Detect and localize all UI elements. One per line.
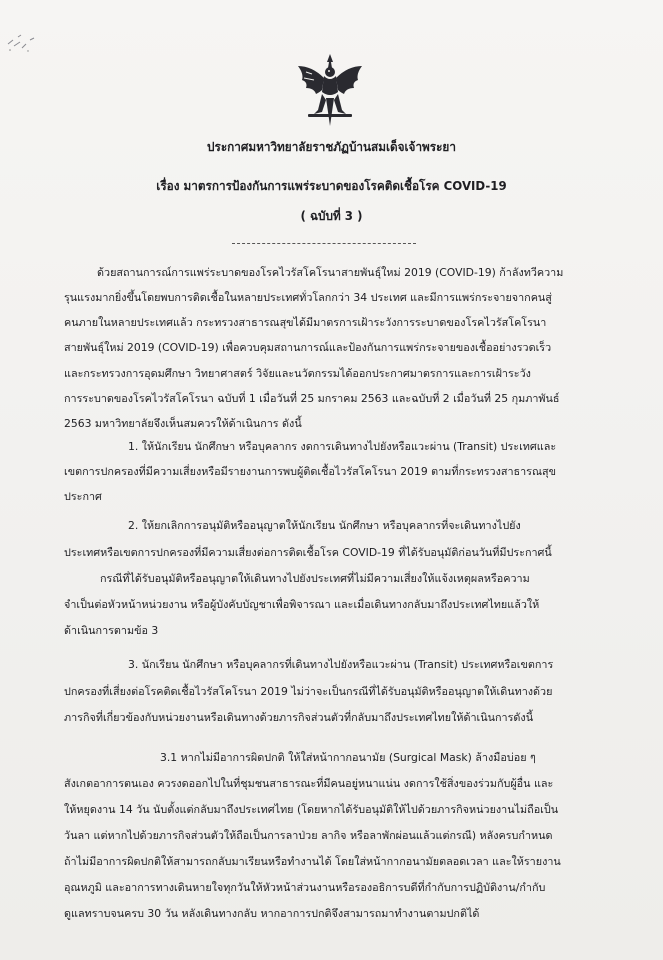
list-item-2-line: ด้าเนินการตามข้อ 3: [64, 624, 159, 637]
list-item-2-line: ประเทศหรือเขตการปกครองที่มีความเสี่ยงต่อการติดเชื้อโรค COVID-19 ที่ได้รับอนุมัติก่อนวันที่มีประกาศนี้: [64, 546, 552, 559]
paragraph-line: 2563 มหาวิทยาลัยจึงเห็นสมควรให้ด้าเนินการ ดังนี้: [64, 417, 302, 430]
sub-item-3-1-line: ถ้าไม่มีอาการผิดปกติให้สามารถกลับมาเรียนหรือทำงานได้ โดยใส่หน้ากากอนามัยตลอดเวลา และให้รายงาน: [64, 855, 561, 868]
paragraph-line: และกระทรวงการอุดมศึกษา วิทยาศาสตร์ วิจัยและนวัตกรรมได้ออกประกาศมาตรการและการเฝ้าระวัง: [64, 367, 531, 380]
paragraph-line: สายพันธุ์ใหม่ 2019 (COVID-19) เพื่อควบคุมสถานการณ์และป้องกันการแพร่กระจายของเชื้ออย่างรวดเร็ว: [64, 341, 552, 354]
list-item-2-line: จำเป็นต่อหัวหน้าหน่วยงาน หรือผู้บังคับบัญชาเพื่อพิจารณา และเมื่อเดินทางกลับมาถึงประเทศไทยแล้วให้: [64, 598, 540, 611]
list-item-3-line: ภารกิจที่เกี่ยวข้องกับหน่วยงานหรือเดินทางด้วยภารกิจส่วนตัวที่กลับมาถึงประเทศไทยให้ด้าเนินการดังนี้: [64, 711, 534, 724]
scan-mark: [4, 34, 44, 56]
sub-item-3-1-line: 3.1 หากไม่มีอาการผิดปกติ ให้ใส่หน้ากากอนามัย (Surgical Mask) ล้างมือบ่อย ๆ: [160, 751, 536, 764]
sub-item-3-1-line: ให้หยุดงาน 14 วัน นับตั้งแต่กลับมาถึงประเทศไทย (โดยหากได้รับอนุมัติให้ไปด้วยภารกิจหน่วยงานไม่ถือเป็น: [64, 803, 559, 816]
list-item-2-line: กรณีที่ได้รับอนุมัติหรืออนุญาตให้เดินทางไปยังประเทศที่ไม่มีความเสี่ยงให้แจ้งเหตุผลหรือความ: [100, 572, 530, 585]
issue-number: ( ฉบับที่ 3 ): [300, 209, 363, 223]
list-item-3-line: 3. นักเรียน นักศึกษา หรือบุคลากรที่เดินทางไปยังหรือแวะผ่าน (Transit) ประเทศหรือเขตการ: [128, 658, 554, 671]
list-item-1-line: ประกาศ: [64, 490, 102, 503]
list-item-3-line: ปกครองที่เสี่ยงต่อโรคติดเชื้อไวรัสโคโรนา 2019 ไม่ว่าจะเป็นกรณีที่ได้รับอนุมัติหรืออนุญาตให้เดินทางด้วย: [64, 685, 553, 698]
subject-line: เรื่อง มาตรการป้องกันการแพร่ระบาดของโรคติดเชื้อโรค COVID-19: [156, 179, 507, 193]
paragraph-line: การระบาดของโรคไวรัสโคโรนา ฉบับที่ 1 เมื่อวันที่ 25 มกราคม 2563 และฉบับที่ 2 เมื่อวันที่ 25 กุมภาพันธ์: [64, 392, 560, 405]
paragraph-line: คนภายในหลายประเทศแล้ว กระทรวงสาธารณสุขได้มีมาตรการเฝ้าระวังการระบาดของโรคไวรัสโคโรนา: [64, 316, 547, 329]
announcement-title: ประกาศมหาวิทยาลัยราชภัฏบ้านสมเด็จเจ้าพระยา: [207, 140, 456, 154]
list-item-1-line: 1. ให้นักเรียน นักศึกษา หรือบุคลากร งดการเดินทางไปยังหรือแวะผ่าน (Transit) ประเทศและ: [128, 440, 557, 453]
list-item-1-line: เขตการปกครองที่มีความเสี่ยงหรือมีรายงานการพบผู้ติดเชื้อไวรัสโคโรนา 2019 ตามที่กระทรวงสาธารณสุข: [64, 465, 556, 478]
sub-item-3-1-line: ดูแลทราบจนครบ 30 วัน หลังเดินทางกลับ หากอาการปกติจึงสามารถมาทำงานตามปกติได้: [64, 907, 480, 920]
paragraph-line: รุนแรงมากยิ่งขึ้นโดยพบการติดเชื้อในหลายประเทศทั่วโลกกว่า 34 ประเทศ และมีการแพร่กระจายจากคนสู่: [64, 291, 552, 304]
garuda-emblem-icon: [294, 52, 366, 128]
sub-item-3-1-line: สังเกตอาการตนเอง ควรงดออกไปในที่ชุมชนสาธารณะที่มีคนอยู่หนาแน่น งดการใช้สิ่งของร่วมกับผู้อื่น และ: [64, 777, 554, 790]
paragraph-line: ด้วยสถานการณ์การแพร่ระบาดของโรคไวรัสโคโรนาสายพันธุ์ใหม่ 2019 (COVID-19) ก้าลังทวีความ: [97, 266, 564, 279]
sub-item-3-1-line: อุณหภูมิ และอาการทางเดินหายใจทุกวันให้หัวหน้าส่วนงานหรือรองอธิการบดีที่กำกับการปฏิบัติงาน/กำกับ: [64, 881, 546, 894]
list-item-2-line: 2. ให้ยกเลิกการอนุมัติหรืออนุญาตให้นักเรียน นักศึกษา หรือบุคลากรที่จะเดินทางไปยัง: [128, 519, 521, 532]
dashed-divider: [232, 243, 416, 244]
sub-item-3-1-line: วันลา แต่หากไปด้วยภารกิจส่วนตัวให้ถือเป็นการลาป่วย ลากิจ หรือลาพักผ่อนแล้วแต่กรณี) หลังครบกำหนด: [64, 829, 553, 842]
